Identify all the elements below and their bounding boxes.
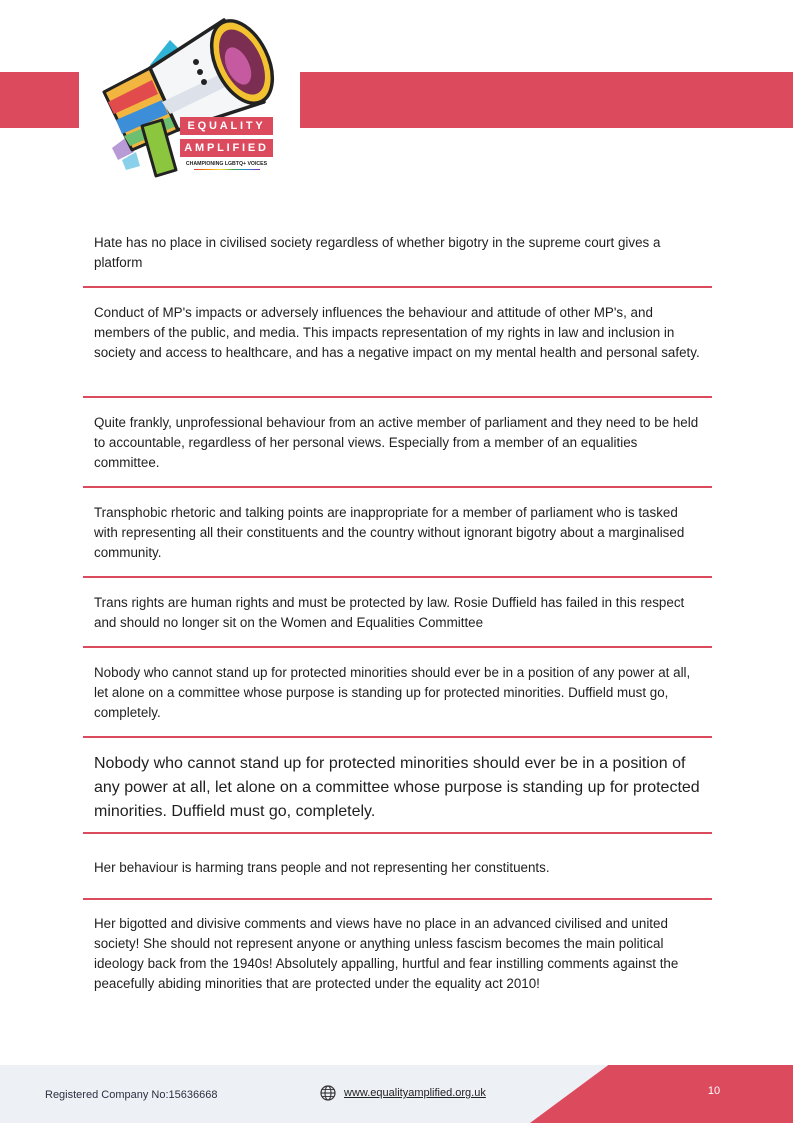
response-text: Hate has no place in civilised society regardless of whether bigotry in the supreme court gives a platform xyxy=(94,235,661,270)
logo-tagline: CHAMPIONING LGBTQ+ VOICES xyxy=(185,161,268,167)
header-band-right xyxy=(300,72,793,128)
response-entry xyxy=(83,578,712,648)
response-text: Trans rights are human rights and must be protected by law. Rosie Duffield has failed in this respect and should no longer sit on the Women and Equalities Committee xyxy=(94,595,685,630)
page-number: 10 xyxy=(707,1085,721,1097)
response-text: Quite frankly, unprofessional behaviour from an active member of parliament and they need to be held to accountable, regardless of her personal views. Especially from a member of an equalities committee. xyxy=(94,415,699,470)
logo-text-equality: EQUALITY xyxy=(180,117,273,135)
response-entry xyxy=(83,398,712,488)
response-text: Nobody who cannot stand up for protected minorities should ever be in a position of any power at all, let alone on a committee whose purpose is standing up for protected minorities. Duffield must go, completely. xyxy=(94,755,700,820)
header-band-left xyxy=(0,72,79,128)
response-text: Nobody who cannot stand up for protected minorities should ever be in a position of any power at all, let alone on a committee whose purpose is standing up for protected minorities. Duffield must go, completely. xyxy=(94,665,691,720)
response-text: Her behaviour is harming trans people and not representing her constituents. xyxy=(94,860,550,875)
response-entry xyxy=(83,834,712,900)
globe-icon xyxy=(320,1085,336,1101)
page-footer xyxy=(0,1065,793,1123)
website[interactable] xyxy=(320,1085,486,1101)
response-entry xyxy=(83,288,712,398)
website-link[interactable]: www.equalityamplified.org.uk xyxy=(344,1087,486,1099)
response-text: Transphobic rhetoric and talking points are inappropriate for a member of parliament who is tasked with representing all their constituents and the country without ignorant bigotry about a marginalised community. xyxy=(94,505,685,560)
response-entry xyxy=(83,738,712,834)
logo-text-amplified: AMPLIFIED xyxy=(180,139,273,157)
response-list xyxy=(83,224,712,1030)
logo-wordmark xyxy=(180,117,273,167)
response-text: Her bigotted and divisive comments and views have no place in an advanced civilised and united society! She should not represent anyone or anything unless fascism becomes the main political ideology back from the 1940s! Absolutely appalling, hurtful and fear instilling comments against the peacefully abiding minorities that are protected under the equality act 2010! xyxy=(94,916,679,991)
response-entry xyxy=(83,900,712,1030)
response-entry xyxy=(83,648,712,738)
logo-rainbow-stripe xyxy=(194,169,260,170)
response-entry xyxy=(83,488,712,578)
response-text: Conduct of MP's impacts or adversely influences the behaviour and attitude of other MP's, and members of the public, and media. This impacts representation of my rights in law and inclusion in society and access to healthcare, and has a negative impact on my mental health and personal safety. xyxy=(94,305,700,360)
company-registration: Registered Company No:15636668 xyxy=(45,1089,218,1101)
equality-amplified-logo xyxy=(92,10,302,190)
response-entry xyxy=(83,224,712,288)
